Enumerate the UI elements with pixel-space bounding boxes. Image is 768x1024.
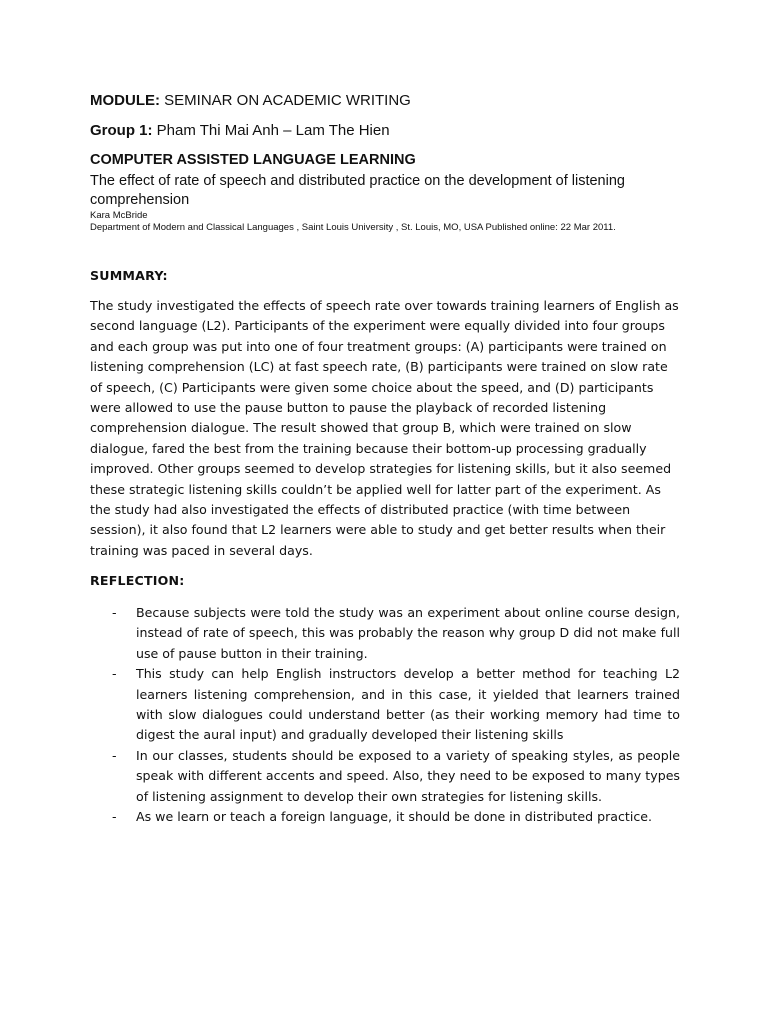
reflection-item-text: This study can help English instructors develop a better method for teaching L2 learners listening comprehension, and in this case, it yielded that learners trained with slow dialogues could understand better (as their working memory had time to digest the aural input) and gradually developed their listening skills (136, 666, 680, 743)
reflection-item (90, 603, 680, 664)
reflection-item (90, 807, 680, 827)
list-bullet: - (112, 666, 117, 682)
group-members: Pham Thi Mai Anh – Lam The Hien (156, 122, 390, 139)
summary-heading: SUMMARY: (90, 268, 168, 283)
group-label: Group 1: (90, 122, 153, 139)
summary-paragraph: The study investigated the effects of speech rate over towards training learners of English as second language (L2). Participants of the experiment were equally divided into four groups and each group was put into one of four treatment groups: (A) participants were trained on listening comprehension (LC) at fast speech rate, (B) participants were trained on slow rate of speech, (C) Participants were given some choice about the speed, and (D) participants were allowed to use the pause button to pause the playback of recorded listening comprehension dialogue. The result showed that group B, which were trained on slow dialogue, fared the best from the training because their bottom-up processing gradually improved. Other groups seemed to develop strategies for listening skills, but it also seemed these strategic listening skills couldn’t be applied well for latter part of the experiment. As the study had also investigated the effects of distributed practice (with time between session), it also found that L2 learners were able to study and get better results when their training was paced in several days. (90, 298, 679, 558)
list-bullet: - (112, 605, 117, 620)
reflection-heading: REFLECTION: (90, 573, 185, 588)
reflection-item-text: Because subjects were told the study was an experiment about online course design, instead of rate of speech, this was probably the reason why group D did not make full use of pause button in their training. (136, 605, 680, 661)
list-bullet: - (112, 747, 117, 763)
module-label: MODULE: (90, 92, 160, 109)
reflection-item-text: In our classes, students should be exposed to a variety of speaking styles, as people speak with different accents and speed. Also, they need to be exposed to many types of listening assignment to develop their own strategies for listening skills. (136, 747, 680, 804)
reflection-list (90, 603, 680, 827)
paper-affiliation: Department of Modern and Classical Languages , Saint Louis University , St. Louis, MO, USA Published online: 22 Mar 2011. (90, 222, 616, 233)
paper-title: COMPUTER ASSISTED LANGUAGE LEARNING (90, 152, 416, 168)
paper-author: Kara McBride (90, 210, 148, 221)
paper-subtitle: The effect of rate of speech and distributed practice on the development of listening comprehension (90, 173, 625, 208)
list-bullet: - (112, 809, 117, 825)
reflection-item (90, 746, 680, 807)
reflection-item-text: As we learn or teach a foreign language, it should be done in distributed practice. (136, 809, 653, 825)
reflection-item (90, 664, 680, 746)
group-line (90, 122, 390, 139)
module-line (90, 92, 411, 109)
module-value: SEMINAR ON ACADEMIC WRITING (164, 92, 411, 109)
